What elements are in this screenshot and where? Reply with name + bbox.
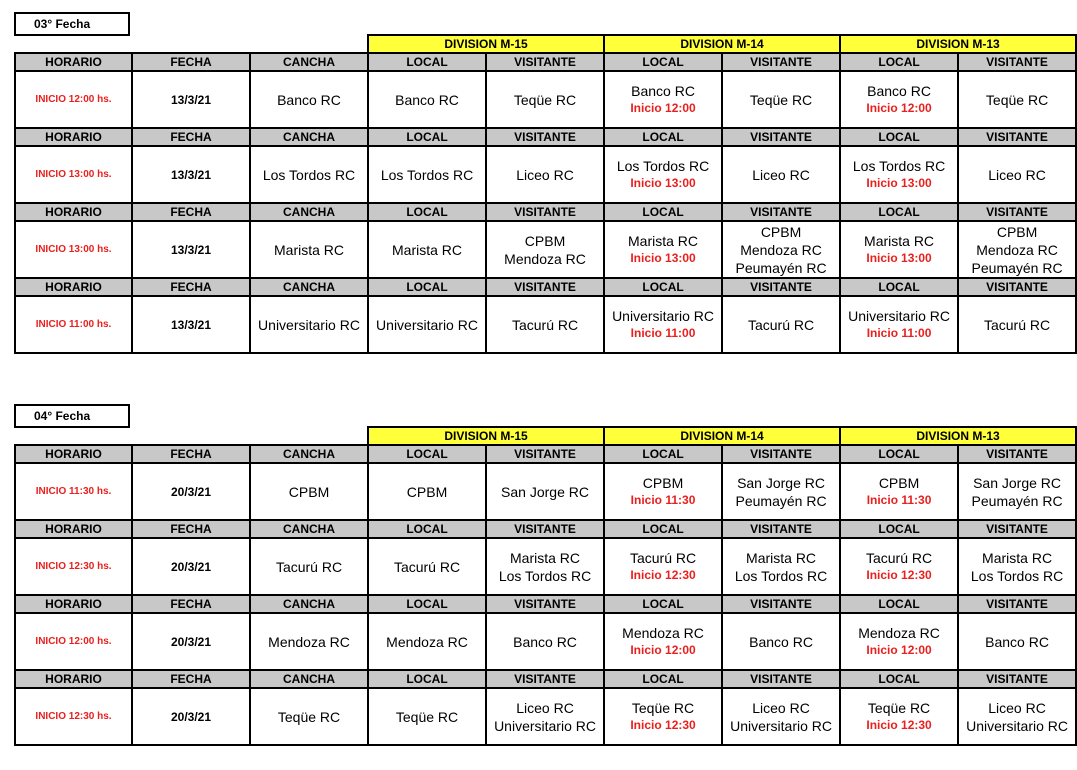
visitante-header: VISITANTE (722, 445, 840, 463)
visitante-team: Marista RC (746, 549, 817, 566)
local-header: LOCAL (604, 520, 722, 538)
local-cell (840, 613, 958, 670)
local-team: Universitario RC (612, 308, 714, 324)
visitante-team: Los Tordos RC (970, 567, 1064, 584)
table-row (15, 71, 1076, 128)
visitante-team: Peumayén RC (735, 492, 827, 509)
local-cell (840, 146, 958, 203)
horario-header: HORARIO (15, 278, 132, 296)
local-cell (368, 221, 486, 278)
visitante-header: VISITANTE (722, 203, 840, 221)
visitante-header: VISITANTE (486, 53, 604, 71)
visitante-cell (722, 688, 840, 745)
visitante-team: CPBM (996, 223, 1038, 240)
local-header: LOCAL (840, 128, 958, 146)
visitante-cell (958, 146, 1076, 203)
horario-cell: INICIO 11:00 hs. (15, 296, 132, 353)
cancha-header: CANCHA (250, 670, 368, 688)
visitante-header: VISITANTE (486, 128, 604, 146)
division-header-row (15, 427, 1076, 445)
visitante-cell (722, 463, 840, 520)
column-header-row (15, 595, 1076, 613)
visitante-header: VISITANTE (958, 670, 1076, 688)
inicio-time: Inicio 11:30 (866, 493, 932, 507)
local-cell (368, 146, 486, 203)
visitante-team: Liceo RC (988, 699, 1046, 716)
horario-header: HORARIO (15, 520, 132, 538)
local-team: Marista RC (392, 241, 463, 258)
local-team: Marista RC (628, 233, 699, 249)
fecha-header: FECHA (132, 278, 250, 296)
inicio-time: Inicio 12:00 (630, 643, 696, 657)
fecha-cell: 13/3/21 (132, 296, 250, 353)
cancha-header: CANCHA (250, 278, 368, 296)
fecha-header: FECHA (132, 128, 250, 146)
horario-cell: INICIO 12:00 hs. (15, 71, 132, 128)
fecha-header: FECHA (132, 520, 250, 538)
visitante-header: VISITANTE (958, 520, 1076, 538)
local-cell (840, 538, 958, 595)
local-team: Tacurú RC (393, 558, 461, 575)
local-header: LOCAL (368, 520, 486, 538)
local-cell (840, 688, 958, 745)
visitante-team: Universitario RC (730, 717, 832, 734)
inicio-time: Inicio 12:30 (866, 568, 932, 582)
inicio-time: Inicio 12:00 (630, 101, 696, 115)
division-header: DIVISION M-14 (604, 35, 840, 53)
visitante-team: Banco RC (749, 633, 813, 650)
visitante-header: VISITANTE (722, 670, 840, 688)
table-row (15, 688, 1076, 745)
horario-header: HORARIO (15, 203, 132, 221)
local-cell (368, 296, 486, 353)
visitante-team: Marista RC (982, 549, 1053, 566)
cancha-header: CANCHA (250, 53, 368, 71)
local-cell (840, 71, 958, 128)
fecha-cell: 13/3/21 (132, 71, 250, 128)
local-header: LOCAL (840, 520, 958, 538)
local-cell (368, 613, 486, 670)
horario-cell: INICIO 13:00 hs. (15, 146, 132, 203)
inicio-time: Inicio 13:00 (866, 251, 932, 265)
local-cell (604, 296, 722, 353)
visitante-team: Teqüe RC (513, 91, 577, 108)
local-header: LOCAL (368, 278, 486, 296)
local-cell (604, 538, 722, 595)
cancha-cell: Tacurú RC (250, 538, 368, 595)
visitante-team: CPBM (524, 232, 566, 249)
horario-cell: INICIO 12:00 hs. (15, 613, 132, 670)
visitante-team: San Jorge RC (737, 474, 825, 491)
visitante-team: Liceo RC (516, 166, 574, 183)
inicio-time: Inicio 12:30 (630, 568, 696, 582)
visitante-team: Los Tordos RC (498, 567, 592, 584)
local-header: LOCAL (368, 445, 486, 463)
visitante-team: Universitario RC (966, 717, 1069, 734)
local-header: LOCAL (604, 53, 722, 71)
visitante-header: VISITANTE (722, 278, 840, 296)
fecha-header: FECHA (132, 445, 250, 463)
division-header: DIVISION M-13 (840, 35, 1076, 53)
spacer-cell (15, 427, 368, 445)
local-header: LOCAL (604, 278, 722, 296)
fecha-cell: 13/3/21 (132, 221, 250, 278)
column-header-row (15, 53, 1076, 71)
visitante-cell (486, 146, 604, 203)
local-cell (604, 688, 722, 745)
fecha-header: FECHA (132, 203, 250, 221)
local-cell (840, 463, 958, 520)
visitante-team: Mendoza RC (976, 241, 1058, 258)
inicio-time: Inicio 13:00 (630, 251, 696, 265)
visitante-header: VISITANTE (958, 595, 1076, 613)
visitante-team: Liceo RC (516, 699, 574, 716)
local-header: LOCAL (840, 278, 958, 296)
visitante-header: VISITANTE (958, 445, 1076, 463)
local-header: LOCAL (604, 595, 722, 613)
visitante-cell (722, 296, 840, 353)
visitante-cell (486, 71, 604, 128)
visitante-team: Tacurú RC (983, 316, 1051, 333)
column-header-row (15, 520, 1076, 538)
column-header-row (15, 278, 1076, 296)
visitante-team: Tacurú RC (511, 316, 579, 333)
fecha-header: FECHA (132, 595, 250, 613)
cancha-cell: Universitario RC (250, 296, 368, 353)
visitante-cell (958, 221, 1076, 278)
column-header-row (15, 128, 1076, 146)
inicio-time: Inicio 12:30 (630, 718, 696, 732)
visitante-team: Peumayén RC (971, 492, 1063, 509)
fecha-cell: 20/3/21 (132, 463, 250, 520)
visitante-cell (486, 221, 604, 278)
visitante-team: Universitario RC (494, 717, 596, 734)
local-header: LOCAL (368, 595, 486, 613)
visitante-team: CPBM (760, 223, 802, 240)
local-header: LOCAL (604, 128, 722, 146)
visitante-cell (486, 463, 604, 520)
inicio-time: Inicio 11:00 (630, 326, 696, 340)
cancha-header: CANCHA (250, 203, 368, 221)
table-row (15, 146, 1076, 203)
fecha-cell: 20/3/21 (132, 613, 250, 670)
local-team: Mendoza RC (386, 633, 468, 650)
visitante-header: VISITANTE (486, 445, 604, 463)
horario-header: HORARIO (15, 445, 132, 463)
visitante-cell (722, 613, 840, 670)
visitante-header: VISITANTE (486, 595, 604, 613)
local-team: Banco RC (867, 83, 931, 99)
local-cell (604, 463, 722, 520)
fecha-header: FECHA (132, 53, 250, 71)
table-row (15, 463, 1076, 520)
cancha-header: CANCHA (250, 128, 368, 146)
local-team: Universitario RC (376, 316, 478, 333)
visitante-cell (486, 538, 604, 595)
visitante-cell (958, 71, 1076, 128)
local-header: LOCAL (368, 670, 486, 688)
visitante-team: Liceo RC (752, 699, 810, 716)
visitante-cell (958, 688, 1076, 745)
visitante-team: Peumayén RC (971, 259, 1063, 276)
horario-header: HORARIO (15, 128, 132, 146)
visitante-header: VISITANTE (958, 128, 1076, 146)
inicio-time: Inicio 13:00 (630, 176, 696, 190)
local-cell (604, 613, 722, 670)
horario-cell: INICIO 11:30 hs. (15, 463, 132, 520)
horario-header: HORARIO (15, 53, 132, 71)
inicio-time: Inicio 12:00 (866, 101, 932, 115)
local-team: Mendoza RC (858, 625, 940, 641)
visitante-header: VISITANTE (958, 278, 1076, 296)
horario-header: HORARIO (15, 670, 132, 688)
division-header-row (15, 35, 1076, 53)
local-header: LOCAL (368, 128, 486, 146)
visitante-header: VISITANTE (722, 53, 840, 71)
local-team: Los Tordos RC (380, 166, 474, 183)
local-header: LOCAL (840, 53, 958, 71)
local-team: Teqüe RC (867, 700, 931, 716)
cancha-header: CANCHA (250, 445, 368, 463)
visitante-cell (958, 538, 1076, 595)
local-header: LOCAL (604, 670, 722, 688)
local-cell (368, 463, 486, 520)
spacer-cell (15, 35, 368, 53)
local-cell (368, 688, 486, 745)
local-team: Los Tordos RC (616, 158, 710, 174)
visitante-header: VISITANTE (722, 520, 840, 538)
cancha-cell: Mendoza RC (250, 613, 368, 670)
visitante-header: VISITANTE (486, 278, 604, 296)
visitante-team: Mendoza RC (504, 250, 586, 267)
visitante-team: San Jorge RC (501, 483, 589, 500)
visitante-header: VISITANTE (486, 203, 604, 221)
fecha-cell: 13/3/21 (132, 146, 250, 203)
visitante-header: VISITANTE (722, 595, 840, 613)
visitante-cell (958, 296, 1076, 353)
visitante-header: VISITANTE (958, 203, 1076, 221)
local-header: LOCAL (604, 445, 722, 463)
column-header-row (15, 445, 1076, 463)
local-header: LOCAL (840, 670, 958, 688)
visitante-team: Banco RC (985, 633, 1049, 650)
visitante-cell (722, 538, 840, 595)
visitante-team: Liceo RC (988, 166, 1046, 183)
division-header: DIVISION M-14 (604, 427, 840, 445)
visitante-header: VISITANTE (958, 53, 1076, 71)
fecha-cell: 20/3/21 (132, 688, 250, 745)
local-header: LOCAL (840, 595, 958, 613)
visitante-team: San Jorge RC (973, 474, 1062, 491)
local-cell (604, 146, 722, 203)
visitante-team: Tacurú RC (747, 316, 815, 333)
table-row (15, 221, 1076, 278)
local-team: Tacurú RC (865, 550, 933, 566)
local-team: Mendoza RC (622, 625, 704, 641)
cancha-cell: Los Tordos RC (250, 146, 368, 203)
visitante-team: Liceo RC (752, 166, 810, 183)
local-header: LOCAL (604, 203, 722, 221)
local-cell (368, 538, 486, 595)
cancha-cell: Banco RC (250, 71, 368, 128)
visitante-cell (486, 688, 604, 745)
cancha-cell: Marista RC (250, 221, 368, 278)
local-cell (840, 296, 958, 353)
visitante-cell (958, 463, 1076, 520)
local-cell (840, 221, 958, 278)
table-row (15, 538, 1076, 595)
horario-cell: INICIO 12:30 hs. (15, 688, 132, 745)
column-header-row (15, 670, 1076, 688)
visitante-cell (722, 221, 840, 278)
schedule-table (14, 34, 1077, 354)
visitante-cell (486, 613, 604, 670)
inicio-time: Inicio 11:00 (866, 326, 932, 340)
local-team: CPBM (642, 475, 684, 491)
local-team: Banco RC (395, 91, 459, 108)
local-team: Tacurú RC (629, 550, 697, 566)
local-header: LOCAL (840, 203, 958, 221)
local-cell (368, 71, 486, 128)
division-header: DIVISION M-15 (368, 35, 604, 53)
local-team: CPBM (878, 475, 920, 491)
local-header: LOCAL (368, 203, 486, 221)
visitante-cell (486, 296, 604, 353)
cancha-cell: Teqüe RC (250, 688, 368, 745)
visitante-header: VISITANTE (722, 128, 840, 146)
division-header: DIVISION M-15 (368, 427, 604, 445)
local-header: LOCAL (368, 53, 486, 71)
visitante-team: Peumayén RC (735, 259, 827, 276)
cancha-header: CANCHA (250, 595, 368, 613)
local-team: Los Tordos RC (852, 158, 946, 174)
local-cell (604, 71, 722, 128)
local-cell (604, 221, 722, 278)
fecha-cell: 20/3/21 (132, 538, 250, 595)
fecha-header: FECHA (132, 670, 250, 688)
visitante-team: Marista RC (510, 549, 581, 566)
visitante-team: Teqüe RC (749, 91, 813, 108)
visitante-team: Los Tordos RC (734, 567, 828, 584)
visitante-cell (722, 71, 840, 128)
inicio-time: Inicio 13:00 (866, 176, 932, 190)
cancha-header: CANCHA (250, 520, 368, 538)
horario-cell: INICIO 12:30 hs. (15, 538, 132, 595)
visitante-cell (722, 146, 840, 203)
inicio-time: Inicio 11:30 (630, 493, 696, 507)
local-team: CPBM (406, 483, 448, 500)
schedule-table (14, 426, 1077, 746)
visitante-team: Banco RC (513, 633, 577, 650)
inicio-time: Inicio 12:00 (866, 643, 932, 657)
visitante-team: Teqüe RC (985, 91, 1049, 108)
local-team: Universitario RC (848, 308, 950, 324)
visitante-cell (958, 613, 1076, 670)
local-header: LOCAL (840, 445, 958, 463)
horario-cell: INICIO 13:00 hs. (15, 221, 132, 278)
local-team: Banco RC (631, 83, 695, 99)
division-header: DIVISION M-13 (840, 427, 1076, 445)
visitante-header: VISITANTE (486, 520, 604, 538)
cancha-cell: CPBM (250, 463, 368, 520)
local-team: Teqüe RC (631, 700, 695, 716)
fecha-block-title: 03° Fecha (14, 12, 130, 36)
table-row (15, 613, 1076, 670)
local-team: Marista RC (864, 233, 935, 249)
local-team: Teqüe RC (395, 708, 459, 725)
table-row (15, 296, 1076, 353)
inicio-time: Inicio 12:30 (866, 718, 932, 732)
visitante-header: VISITANTE (486, 670, 604, 688)
horario-header: HORARIO (15, 595, 132, 613)
column-header-row (15, 203, 1076, 221)
fecha-block-title: 04° Fecha (14, 404, 130, 428)
visitante-team: Mendoza RC (740, 241, 822, 258)
